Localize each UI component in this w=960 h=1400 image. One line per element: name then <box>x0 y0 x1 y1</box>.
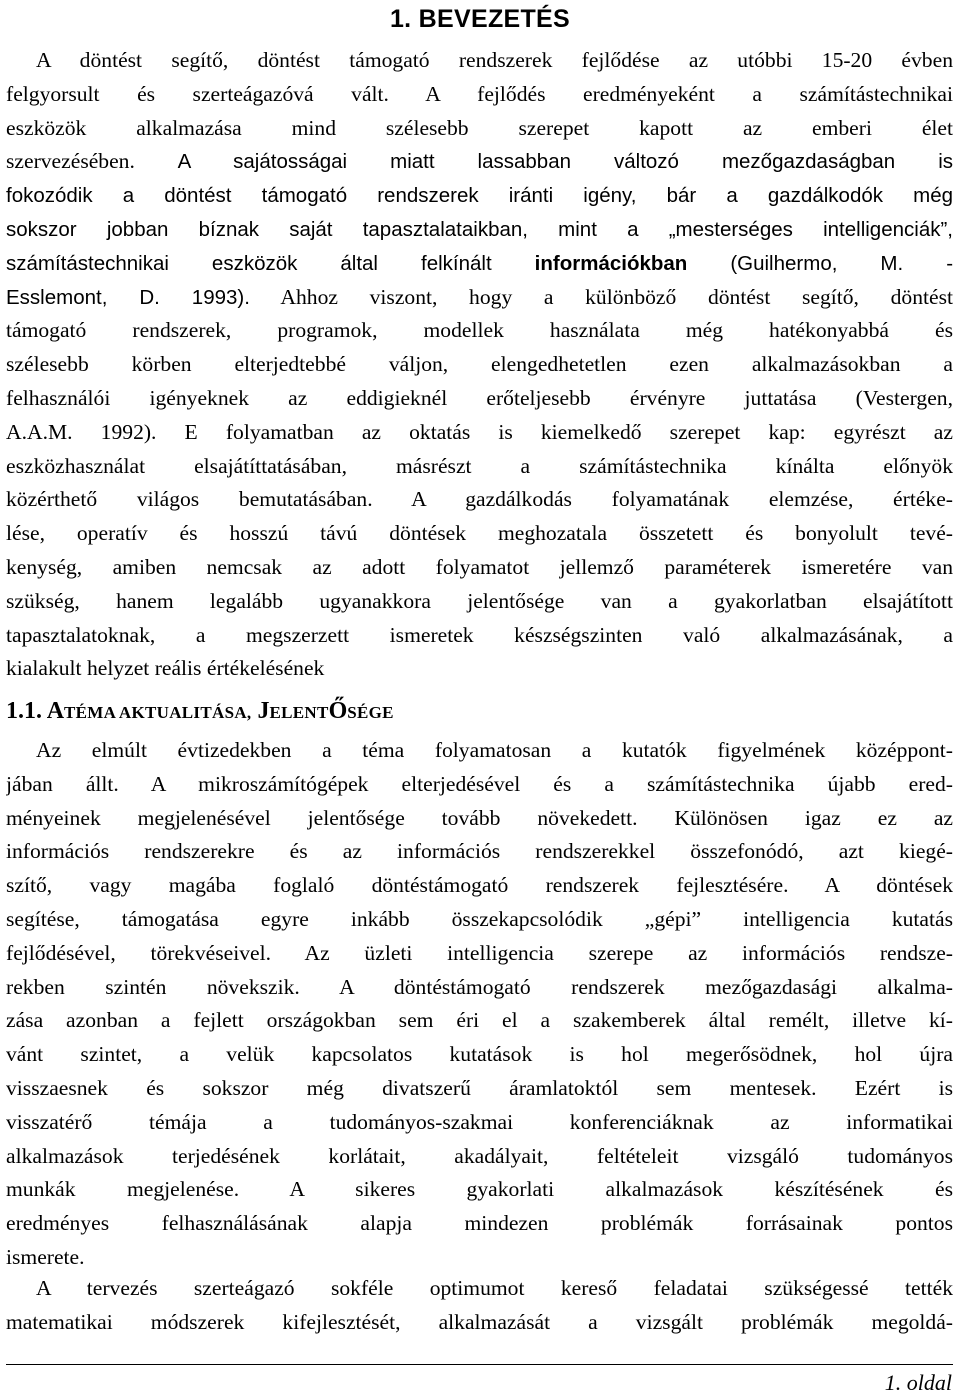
text-line: visszatérő témája a tudományos-szakmai konferenciáknak az informatikai <box>6 1109 953 1134</box>
heading-smallcaps: SÉGE <box>347 703 394 722</box>
text-line: rekben szintén növekszik. A döntéstámogató rendszerek mezőgazdasági alkalma- <box>6 974 953 999</box>
text-line: ményeinek megjelenésével jelentősége tovább növekedett. Különösen igaz ez az <box>6 805 953 830</box>
closing-paragraph <box>6 1272 953 1340</box>
text-line <box>6 281 953 315</box>
text-line: lése, operatív és hosszú távú döntések meghozatala összetett és bonyolult tevé- <box>6 521 953 546</box>
heading-cap: J <box>257 698 270 724</box>
intro-paragraph <box>6 44 953 686</box>
text-line: munkák megjelenése. A sikeres gyakorlati alkalmazások készítésének és <box>6 1177 953 1202</box>
footer-divider <box>6 1364 953 1365</box>
section-number: 1.1. <box>6 698 42 724</box>
text-line: jában állt. A mikroszámítógépek elterjedésével és a számítástechnika újabb ered- <box>6 771 953 796</box>
text-line: szélesebb körben elterjedtebbé váljon, elengedhetetlen ezen alkalmazásokban a <box>6 352 953 377</box>
text-line: sokszor jobban bíznak saját tapasztalataikban, mint a „mesterséges intelligenciák”, <box>6 217 953 241</box>
text-line: közérthető világos bemutatásában. A gazdálkodás folyamatának elemzése, értéke- <box>6 487 953 512</box>
text-line: felhasználói igényeknek az eddigieknél erőteljesebb érvényre juttatása (Vestergen, <box>6 385 953 410</box>
text-line <box>6 416 953 450</box>
section-heading <box>6 694 953 730</box>
text-line: felgyorsult és szerteágazóvá vált. A fejlődés eredményeként a számítástechnikai <box>6 81 953 106</box>
heading-smallcaps: ELENT <box>269 703 329 722</box>
heading-smallcaps: TÉMA AKTUALITÁSA, <box>64 703 252 722</box>
text-fragment: A sajátosságai miatt lassabban változó mezőgazdaságban is <box>177 150 953 174</box>
text-line: kenység, amiben nemcsak az adott folyamatot jellemző paraméterek ismeretére van <box>6 554 953 579</box>
text-fragment: Esslemont, D. 1993). <box>6 285 250 309</box>
text-fragment: E folyamatban az oktatás is kiemelkedő szerepet kap: egyrészt az <box>184 419 953 444</box>
emphasized-term: információkban <box>534 251 688 275</box>
text-line: alkalmazások terjedésének korlátait, akadályait, feltételeit vizsgáló tudományos <box>6 1143 953 1168</box>
text-fragment: A.A.M. 1992). <box>6 419 157 444</box>
text-line: információs rendszerekre és az információs rendszerekkel összefonódó, azt kiegé- <box>6 839 953 864</box>
text-fragment: (Guilhermo, M. - <box>730 251 953 275</box>
text-line: segítése, támogatása egyre inkább összekapcsolódik „gépi” intelligencia kutatás <box>6 906 953 931</box>
text-line: zása azonban a fejlett országokban sem éri el a szakemberek által remélt, illetve kí- <box>6 1008 953 1033</box>
text-line: matematikai módszerek kifejlesztését, alkalmazását a vizsgált problémák megoldá- <box>6 1309 953 1334</box>
text-line: szítő, vagy magába foglaló döntéstámogató rendszerek fejlesztésére. A döntések <box>6 873 953 898</box>
text-line: eredményes felhasználásának alapja mindezen problémák forrásainak pontos <box>6 1211 953 1236</box>
text-line <box>6 145 953 179</box>
text-line: visszaesnek és sokszor még divatszerű áramlatoktól sem mentesek. Ezért is <box>6 1075 953 1100</box>
chapter-heading: 1. BEVEZETÉS <box>389 5 571 33</box>
text-line: eszközhasználat elsajátíttatásában, másrészt a számítástechnika kínálta előnyök <box>6 453 953 478</box>
text-line: A döntést segítő, döntést támogató rendszerek fejlődése az utóbbi 15-20 évben <box>36 48 953 72</box>
text-fragment: számítástechnikai eszközök által felkínált <box>6 251 492 275</box>
text-line: vánt szintet, a velük kapcsolatos kutatások is hol megerősödnek, hol újra <box>6 1042 953 1067</box>
page-number: 1. oldal <box>884 1370 952 1395</box>
text-line <box>6 247 953 281</box>
text-line: A tervezés szerteágazó sokféle optimumot kereső feladatai szükségessé tették <box>36 1276 953 1300</box>
text-fragment: szervezésében. <box>6 149 135 174</box>
heading-cap: A <box>46 698 65 724</box>
text-line: szükség, hanem legalább ugyanakkora jelentősége van a gyakorlatban elsajátított <box>6 588 953 613</box>
text-line: tapasztalatoknak, a megszerzett ismeretek készségszinten való alkalmazásának, a <box>6 622 953 647</box>
text-line: eszközök alkalmazása mind szélesebb szerepet kapott az emberi élet <box>6 115 953 140</box>
text-line: ismerete. <box>6 1244 85 1269</box>
body-paragraph <box>6 734 953 1275</box>
heading-cap: Ő <box>328 698 348 724</box>
text-line: fejlődésével, törekvéseivel. Az üzleti intelligencia szerepe az információs rendsze- <box>6 940 953 965</box>
text-line: kialakult helyzet reális értékelésének <box>6 656 325 681</box>
text-line: támogató rendszerek, programok, modellek használata még hatékonyabbá és <box>6 318 953 343</box>
text-fragment: Ahhoz viszont, hogy a különböző döntést segítő, döntést <box>280 284 953 309</box>
text-line: Az elmúlt évtizedekben a téma folyamatosan a kutatók figyelmének középpont- <box>36 738 953 762</box>
text-line: fokozódik a döntést támogató rendszerek iránti igény, bár a gazdálkodók még <box>6 184 953 208</box>
